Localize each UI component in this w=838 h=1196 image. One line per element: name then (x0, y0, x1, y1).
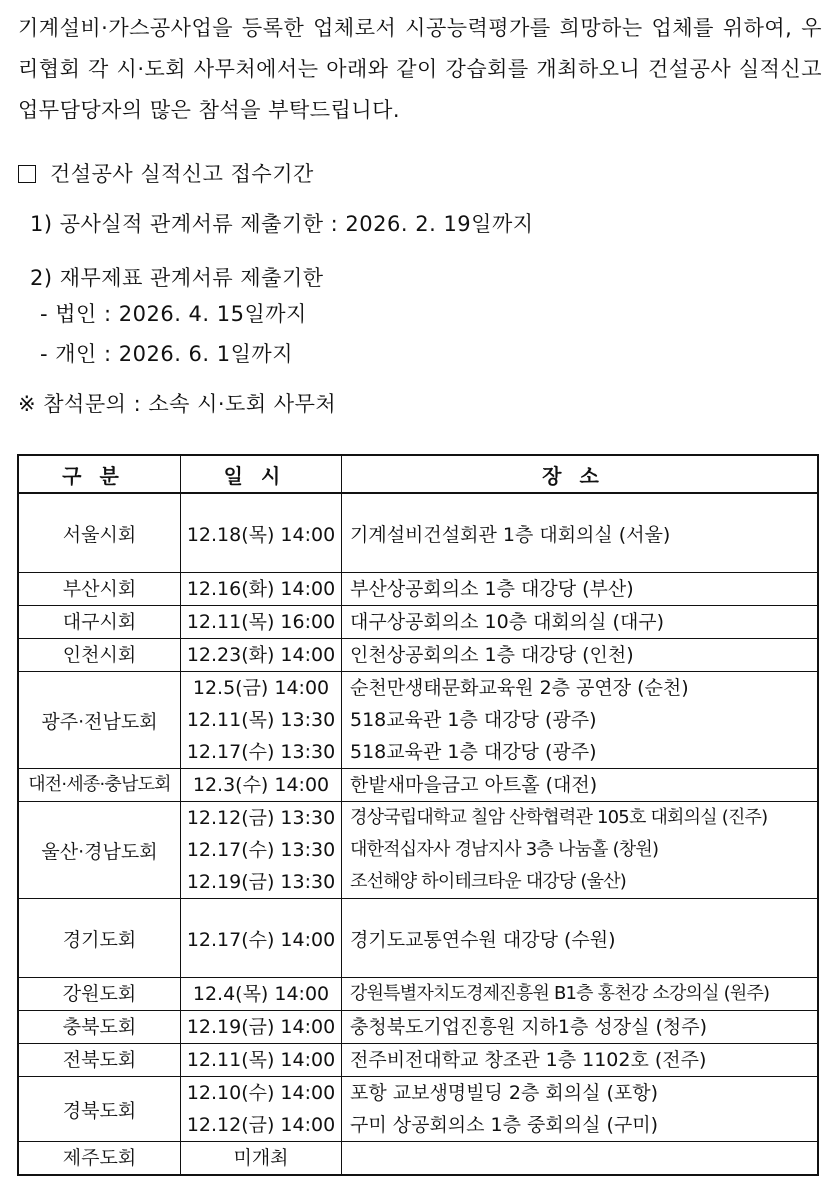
table-row (18, 899, 818, 978)
row-places (342, 672, 819, 769)
row-date: 12.18(목) 14:00 (181, 493, 342, 573)
row-date: 12.17(수) 13:30 (186, 741, 336, 763)
intro-paragraph: 기계설비·가스공사업을 등록한 업체로서 시공능력평가를 희망하는 업체를 위하여, 우리협회 각 시·도회 사무처에서는 아래와 같이 강습회를 개최하오니 건설공사 실적신고 업무담당자의 많은 참석을 부탁드립니다. (18, 16, 822, 122)
row-date: 12.17(수) 13:30 (186, 839, 336, 861)
deadline-item-1: 1) 공사실적 관계서류 제출기한 : 2026. 2. 19일까지 (30, 212, 534, 236)
deadline-corporate: - 법인 : 2026. 4. 15일까지 (40, 302, 307, 326)
row-region: 전북도회 (18, 1044, 181, 1077)
inquiry-note: ※ 참석문의 : 소속 시·도회 사무처 (18, 392, 337, 416)
checkbox-square-icon (18, 165, 36, 183)
row-dates (181, 1077, 342, 1142)
table-row (18, 1077, 818, 1142)
row-region: 대전·세종·충남도회 (18, 769, 181, 802)
row-region: 울산·경남도회 (18, 802, 181, 899)
table-row (18, 573, 818, 606)
row-date: 미개최 (181, 1142, 342, 1176)
table-row (18, 639, 818, 672)
table-row (18, 1142, 818, 1176)
section-title (18, 158, 314, 188)
row-date: 12.11(목) 16:00 (181, 606, 342, 639)
row-date: 12.11(목) 13:30 (186, 709, 336, 731)
row-place: 대구상공회의소 10층 대회의실 (대구) (342, 606, 819, 639)
row-date: 12.19(금) 14:00 (181, 1011, 342, 1044)
row-dates (181, 802, 342, 899)
row-place: 인천상공회의소 1층 대강당 (인천) (342, 639, 819, 672)
table-header-row (18, 455, 818, 493)
section-title-text: 건설공사 실적신고 접수기간 (50, 162, 314, 186)
row-place: 경상국립대학교 칠암 산학협력관 105호 대회의실 (진주) (350, 807, 768, 828)
row-date: 12.17(수) 14:00 (181, 899, 342, 978)
row-region: 경기도회 (18, 899, 181, 978)
row-region: 서울시회 (18, 493, 181, 573)
table-row (18, 978, 818, 1011)
row-region: 충북도회 (18, 1011, 181, 1044)
row-place: 전주비전대학교 창조관 1층 1102호 (전주) (342, 1044, 819, 1077)
row-place: 한밭새마을금고 아트홀 (대전) (342, 769, 819, 802)
row-region: 광주·전남도회 (18, 672, 181, 769)
row-date: 12.5(금) 14:00 (192, 677, 330, 699)
row-dates (181, 672, 342, 769)
row-date: 12.19(금) 13:30 (186, 871, 336, 893)
row-place: 구미 상공회의소 1층 중회의실 (구미) (350, 1114, 659, 1136)
row-date: 12.4(목) 14:00 (181, 978, 342, 1011)
row-place: 518교육관 1층 대강당 (광주) (350, 741, 597, 763)
header-place: 장소 (342, 455, 819, 493)
row-date: 12.16(화) 14:00 (181, 573, 342, 606)
deadline-individual: - 개인 : 2026. 6. 1일까지 (40, 342, 293, 366)
row-region: 경북도회 (18, 1077, 181, 1142)
row-region: 부산시회 (18, 573, 181, 606)
row-place: 부산상공회의소 1층 대강당 (부산) (342, 573, 819, 606)
deadline-item-2: 2) 재무제표 관계서류 제출기한 (30, 266, 324, 290)
row-places (342, 802, 819, 899)
row-place (342, 1142, 819, 1176)
row-region: 제주도회 (18, 1142, 181, 1176)
header-region: 구분 (18, 455, 181, 493)
row-date: 12.10(수) 14:00 (186, 1082, 336, 1104)
table-row (18, 606, 818, 639)
table-row (18, 672, 818, 769)
table-row (18, 802, 818, 899)
table-row (18, 769, 818, 802)
row-place: 경기도교통연수원 대강당 (수원) (342, 899, 819, 978)
header-datetime: 일시 (181, 455, 342, 493)
row-region: 인천시회 (18, 639, 181, 672)
row-date: 12.23(화) 14:00 (181, 639, 342, 672)
table-row (18, 1011, 818, 1044)
row-date: 12.11(목) 14:00 (181, 1044, 342, 1077)
row-date: 12.12(금) 14:00 (186, 1114, 336, 1136)
row-region: 대구시회 (18, 606, 181, 639)
row-region: 강원도회 (18, 978, 181, 1011)
row-place: 충청북도기업진흥원 지하1층 성장실 (청주) (342, 1011, 819, 1044)
row-place: 조선해양 하이테크타운 대강당 (울산) (350, 871, 627, 892)
row-place: 518교육관 1층 대강당 (광주) (350, 709, 597, 731)
row-place: 대한적십자사 경남지사 3층 나눔홀 (창원) (350, 839, 659, 860)
row-place: 기계설비건설회관 1층 대회의실 (서울) (342, 493, 819, 573)
row-place: 포항 교보생명빌딩 2층 회의실 (포항) (350, 1082, 659, 1104)
table-row (18, 493, 818, 573)
row-date: 12.12(금) 13:30 (186, 807, 336, 829)
row-date: 12.3(수) 14:00 (181, 769, 342, 802)
row-place: 강원특별자치도경제진흥원 B1층 홍천강 소강의실 (원주) (342, 978, 819, 1011)
row-place: 순천만생태문화교육원 2층 공연장 (순천) (350, 677, 689, 699)
row-places (342, 1077, 819, 1142)
schedule-table (17, 454, 819, 1176)
table-row (18, 1044, 818, 1077)
